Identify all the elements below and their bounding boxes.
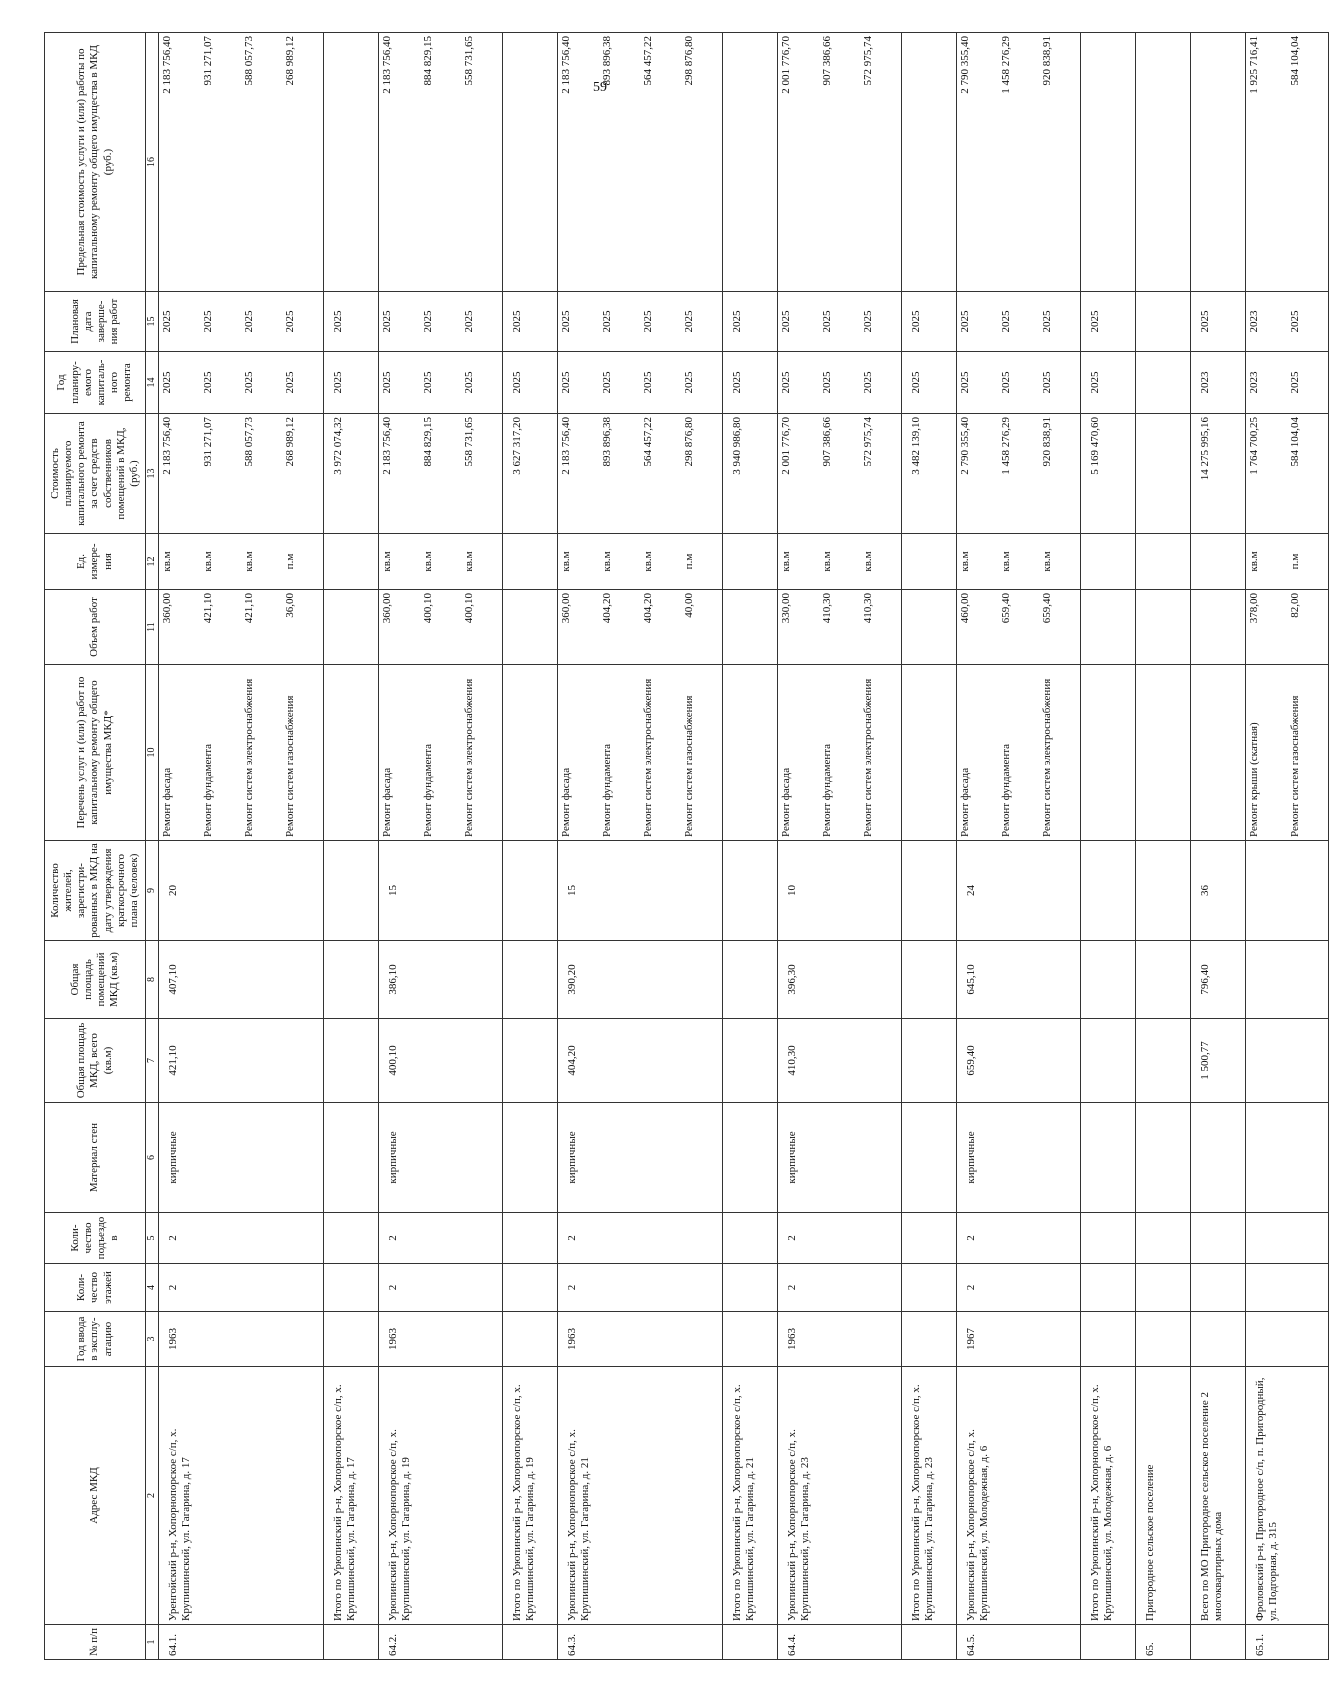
col-header-volume: Объем работ bbox=[45, 590, 146, 665]
building-year: 1963 bbox=[379, 1312, 503, 1367]
building-area-total: 421,10 bbox=[159, 1019, 324, 1103]
total-label: Итого по Урюпинский р-н, Хопорнопорское с/п, х. Крупишинский, ул. Гагарина, д. 17 bbox=[324, 1367, 379, 1625]
building-walls: кирпичные bbox=[957, 1103, 1081, 1213]
total-done: 2025 bbox=[324, 292, 379, 352]
row-number: 65.1. bbox=[1246, 1625, 1329, 1660]
work-units: кв.м кв.м кв.м п.м bbox=[159, 534, 324, 590]
building-residents: 10 bbox=[778, 841, 902, 941]
total-row bbox=[503, 33, 558, 1660]
work-names: Ремонт фасада Ремонт фундамента Ремонт систем электроснабжения bbox=[778, 665, 902, 841]
work-units: кв.м кв.м кв.м bbox=[957, 534, 1081, 590]
work-units: кв.м кв.м кв.м п.м bbox=[558, 534, 723, 590]
section-number: 65. bbox=[1136, 1625, 1191, 1660]
col-number: 2 bbox=[146, 1367, 159, 1625]
total-row bbox=[723, 33, 778, 1660]
total-label: Итого по Урюпинский р-н, Хопорнопорское с/п, х. Крупишинский, ул. Гагарина, д. 23 bbox=[902, 1367, 957, 1625]
work-limits: 1 925 716,41 584 104,04 bbox=[1246, 33, 1329, 292]
building-address: Урюпинский р-н, Хопорнопорское с/п, х. Крупишинский, ул. Гагарина, д. 23 bbox=[778, 1367, 902, 1625]
total-row bbox=[902, 33, 957, 1660]
col-header-repair-year: Год планиру-емого капиталь-ного ремонта bbox=[45, 352, 146, 414]
total-row bbox=[1081, 33, 1136, 1660]
work-volumes: 360,00 400,10 400,10 bbox=[379, 590, 503, 665]
total-year: 2025 bbox=[902, 352, 957, 414]
work-names: Ремонт фасада Ремонт фундамента Ремонт систем электроснабжения Ремонт систем газоснабжения bbox=[558, 665, 723, 841]
col-number: 10 bbox=[146, 665, 159, 841]
building-floors: 2 bbox=[778, 1264, 902, 1312]
work-costs: 2 183 756,40 931 271,07 588 057,73 268 989,12 bbox=[159, 414, 324, 534]
building-residents: 15 bbox=[379, 841, 503, 941]
building-row bbox=[379, 33, 503, 1660]
building-row bbox=[159, 33, 324, 1660]
rotated-table-container bbox=[44, 33, 1301, 1660]
total-year: 2025 bbox=[324, 352, 379, 414]
building-residents: 20 bbox=[159, 841, 324, 941]
building-walls: кирпичные bbox=[159, 1103, 324, 1213]
col-header-works: Перечень услуг и (или) работ по капитальному ремонту общего имущества МКД* bbox=[45, 665, 146, 841]
section-label: Пригородное сельское поселение bbox=[1136, 1367, 1191, 1625]
work-volumes: 330,00 410,30 410,30 bbox=[778, 590, 902, 665]
building-walls: кирпичные bbox=[379, 1103, 503, 1213]
section-total-cost: 14 275 995,16 bbox=[1191, 414, 1246, 534]
work-costs: 2 183 756,40 893 896,38 564 457,22 298 876,80 bbox=[558, 414, 723, 534]
total-cost: 3 627 317,20 bbox=[503, 414, 558, 534]
total-done: 2025 bbox=[723, 292, 778, 352]
work-units: кв.м кв.м кв.м bbox=[379, 534, 503, 590]
total-year: 2025 bbox=[503, 352, 558, 414]
building-entrances: 2 bbox=[159, 1213, 324, 1264]
col-number: 5 bbox=[146, 1213, 159, 1264]
col-number: 3 bbox=[146, 1312, 159, 1367]
work-limits: 2 790 355,40 1 458 276,29 920 838,91 bbox=[957, 33, 1081, 292]
building-address: Фроловский р-н, Пригородное с/п, п. Пригородный, ул. Подгорная, д. 315 bbox=[1246, 1367, 1329, 1625]
building-area-rooms: 407,10 bbox=[159, 941, 324, 1019]
section-total-rooms: 796,40 bbox=[1191, 941, 1246, 1019]
building-year: 1963 bbox=[778, 1312, 902, 1367]
col-number: 11 bbox=[146, 590, 159, 665]
work-volumes: 360,00 421,10 421,10 36,00 bbox=[159, 590, 324, 665]
col-number: 12 bbox=[146, 534, 159, 590]
work-done-dates: 2025 2025 2025 bbox=[379, 292, 503, 352]
work-names: Ремонт фасада Ремонт фундамента Ремонт систем электроснабжения bbox=[957, 665, 1081, 841]
work-done-dates: 2025 2025 2025 2025 bbox=[159, 292, 324, 352]
work-limits: 2 001 776,70 907 386,66 572 975,74 bbox=[778, 33, 902, 292]
col-header-limit: Предельная стоимость услуги и (или) работы по капитальному ремонту общего имущества в МКД (руб.) bbox=[45, 33, 146, 292]
col-number: 4 bbox=[146, 1264, 159, 1312]
building-row bbox=[1246, 33, 1329, 1660]
total-label: Итого по Урюпинский р-н, Хопорнопорское с/п, х. Крупишинский, ул. Молодежная, д. 6 bbox=[1081, 1367, 1136, 1625]
building-area-total: 410,30 bbox=[778, 1019, 902, 1103]
header-row bbox=[45, 33, 146, 1660]
work-limits: 2 183 756,40 884 829,15 558 731,65 bbox=[379, 33, 503, 292]
col-header-unit: Ед. измере-ния bbox=[45, 534, 146, 590]
building-row bbox=[957, 33, 1081, 1660]
work-limits: 2 183 756,40 931 271,07 588 057,73 268 989,12 bbox=[159, 33, 324, 292]
col-header-address: Адрес МКД bbox=[45, 1367, 146, 1625]
work-done-dates: 2023 2025 bbox=[1246, 292, 1329, 352]
building-area-rooms: 386,10 bbox=[379, 941, 503, 1019]
column-number-row bbox=[146, 33, 159, 1660]
col-number: 7 bbox=[146, 1019, 159, 1103]
work-done-dates: 2025 2025 2025 2025 bbox=[558, 292, 723, 352]
work-done-dates: 2025 2025 2025 bbox=[957, 292, 1081, 352]
capital-repair-table bbox=[44, 32, 1329, 1660]
row-number: 64.3. bbox=[558, 1625, 723, 1660]
building-year: 1963 bbox=[558, 1312, 723, 1367]
building-entrances: 2 bbox=[778, 1213, 902, 1264]
work-volumes: 378,00 82,00 bbox=[1246, 590, 1329, 665]
building-row bbox=[778, 33, 902, 1660]
col-header-area-total: Общая площадь МКД, всего (кв.м) bbox=[45, 1019, 146, 1103]
building-address: Урюпинский р-н, Хопорнопорское с/п, х. Крупишинский, ул. Молодежная, д. 6 bbox=[957, 1367, 1081, 1625]
building-entrances: 2 bbox=[957, 1213, 1081, 1264]
work-years: 2025 2025 2025 bbox=[778, 352, 902, 414]
work-done-dates: 2025 2025 2025 bbox=[778, 292, 902, 352]
building-area-rooms: 396,30 bbox=[778, 941, 902, 1019]
section-row bbox=[1136, 33, 1191, 1660]
building-residents: 15 bbox=[558, 841, 723, 941]
building-address: Уренгойский р-н, Хопорнопорское с/п, х. Крупишинский, ул. Гагарина, д. 17 bbox=[159, 1367, 324, 1625]
col-header-cost: Стоимость планируемого капитального ремонта за счет средств собственников помещений в МКД, (руб.) bbox=[45, 414, 146, 534]
building-walls: кирпичные bbox=[558, 1103, 723, 1213]
building-floors: 2 bbox=[379, 1264, 503, 1312]
col-number: 1 bbox=[146, 1625, 159, 1660]
total-year: 2025 bbox=[1081, 352, 1136, 414]
total-cost: 3 940 986,80 bbox=[723, 414, 778, 534]
row-number: 64.1. bbox=[159, 1625, 324, 1660]
col-header-entrances: Коли-чество подъездо в bbox=[45, 1213, 146, 1264]
building-year: 1967 bbox=[957, 1312, 1081, 1367]
building-floors: 2 bbox=[558, 1264, 723, 1312]
building-address: Урюпинский р-н, Хопорнопорское с/п, х. Крупишинский, ул. Гагарина, д. 21 bbox=[558, 1367, 723, 1625]
col-number: 9 bbox=[146, 841, 159, 941]
building-year: 1963 bbox=[159, 1312, 324, 1367]
building-floors: 2 bbox=[957, 1264, 1081, 1312]
total-cost: 5 169 470,60 bbox=[1081, 414, 1136, 534]
col-header-done-date: Плановая дата заверше-ния работ bbox=[45, 292, 146, 352]
total-label: Итого по Урюпинский р-н, Хопорнопорское с/п, х. Крупишинский, ул. Гагарина, д. 19 bbox=[503, 1367, 558, 1625]
building-entrances: 2 bbox=[558, 1213, 723, 1264]
col-number: 8 bbox=[146, 941, 159, 1019]
building-area-rooms: 645,10 bbox=[957, 941, 1081, 1019]
work-years: 2023 2025 bbox=[1246, 352, 1329, 414]
building-entrances: 2 bbox=[379, 1213, 503, 1264]
col-header-area-rooms: Общая площадь помещений МКД (кв.м) bbox=[45, 941, 146, 1019]
work-names: Ремонт фасада Ремонт фундамента Ремонт систем электроснабжения bbox=[379, 665, 503, 841]
section-total-done: 2025 bbox=[1191, 292, 1246, 352]
section-total-row bbox=[1191, 33, 1246, 1660]
work-years: 2025 2025 2025 bbox=[379, 352, 503, 414]
building-floors: 2 bbox=[159, 1264, 324, 1312]
building-area-total: 659,40 bbox=[957, 1019, 1081, 1103]
col-header-residents: Количество жителей, зарегистри-рованных в МКД на дату утверждения краткосрочного плана (человек) bbox=[45, 841, 146, 941]
row-number: 64.2. bbox=[379, 1625, 503, 1660]
work-names: Ремонт фасада Ремонт фундамента Ремонт систем электроснабжения Ремонт систем газоснабжения bbox=[159, 665, 324, 841]
total-cost: 3 972 074,32 bbox=[324, 414, 379, 534]
col-header-floors: Коли-чество этажей bbox=[45, 1264, 146, 1312]
col-header-num: № п/п bbox=[45, 1625, 146, 1660]
work-limits: 2 183 756,40 893 896,38 564 457,22 298 876,80 bbox=[558, 33, 723, 292]
row-number: 64.5. bbox=[957, 1625, 1081, 1660]
total-done: 2025 bbox=[503, 292, 558, 352]
work-years: 2025 2025 2025 bbox=[957, 352, 1081, 414]
total-cost: 3 482 139,10 bbox=[902, 414, 957, 534]
col-header-year: Год ввода в эксплу-атацию bbox=[45, 1312, 146, 1367]
section-total-year: 2023 bbox=[1191, 352, 1246, 414]
building-area-rooms: 390,20 bbox=[558, 941, 723, 1019]
building-walls: кирпичные bbox=[778, 1103, 902, 1213]
building-area-total: 400,10 bbox=[379, 1019, 503, 1103]
col-number: 6 bbox=[146, 1103, 159, 1213]
building-address: Урюпинский р-н, Хопорнопорское с/п, х. Крупишинский, ул. Гагарина, д. 19 bbox=[379, 1367, 503, 1625]
work-years: 2025 2025 2025 2025 bbox=[558, 352, 723, 414]
building-row bbox=[558, 33, 723, 1660]
section-total-area: 1 500,77 bbox=[1191, 1019, 1246, 1103]
total-done: 2025 bbox=[1081, 292, 1136, 352]
col-number: 14 bbox=[146, 352, 159, 414]
work-costs: 2 183 756,40 884 829,15 558 731,65 bbox=[379, 414, 503, 534]
total-row bbox=[324, 33, 379, 1660]
col-number: 16 bbox=[146, 33, 159, 292]
total-done: 2025 bbox=[902, 292, 957, 352]
total-year: 2025 bbox=[723, 352, 778, 414]
page-number: 59 bbox=[593, 80, 607, 95]
work-names: Ремонт крыши (скатная) Ремонт систем газоснабжения bbox=[1246, 665, 1329, 841]
work-units: кв.м п.м bbox=[1246, 534, 1329, 590]
section-total-label: Всего по МО Пригородное сельское поселение 2 многоквартирных дома bbox=[1191, 1367, 1246, 1625]
section-total-residents: 36 bbox=[1191, 841, 1246, 941]
work-volumes: 360,00 404,20 404,20 40,00 bbox=[558, 590, 723, 665]
col-number: 13 bbox=[146, 414, 159, 534]
col-header-walls: Материал стен bbox=[45, 1103, 146, 1213]
work-units: кв.м кв.м кв.м bbox=[778, 534, 902, 590]
col-number: 15 bbox=[146, 292, 159, 352]
row-number: 64.4. bbox=[778, 1625, 902, 1660]
work-costs: 2 001 776,70 907 386,66 572 975,74 bbox=[778, 414, 902, 534]
total-label: Итого по Урюпинский р-н, Хопорнопорское с/п, х. Крупишинский, ул. Гагарина, д. 21 bbox=[723, 1367, 778, 1625]
work-costs: 2 790 355,40 1 458 276,29 920 838,91 bbox=[957, 414, 1081, 534]
building-area-total: 404,20 bbox=[558, 1019, 723, 1103]
building-residents: 24 bbox=[957, 841, 1081, 941]
work-years: 2025 2025 2025 2025 bbox=[159, 352, 324, 414]
work-costs: 1 764 700,25 584 104,04 bbox=[1246, 414, 1329, 534]
work-volumes: 460,00 659,40 659,40 bbox=[957, 590, 1081, 665]
